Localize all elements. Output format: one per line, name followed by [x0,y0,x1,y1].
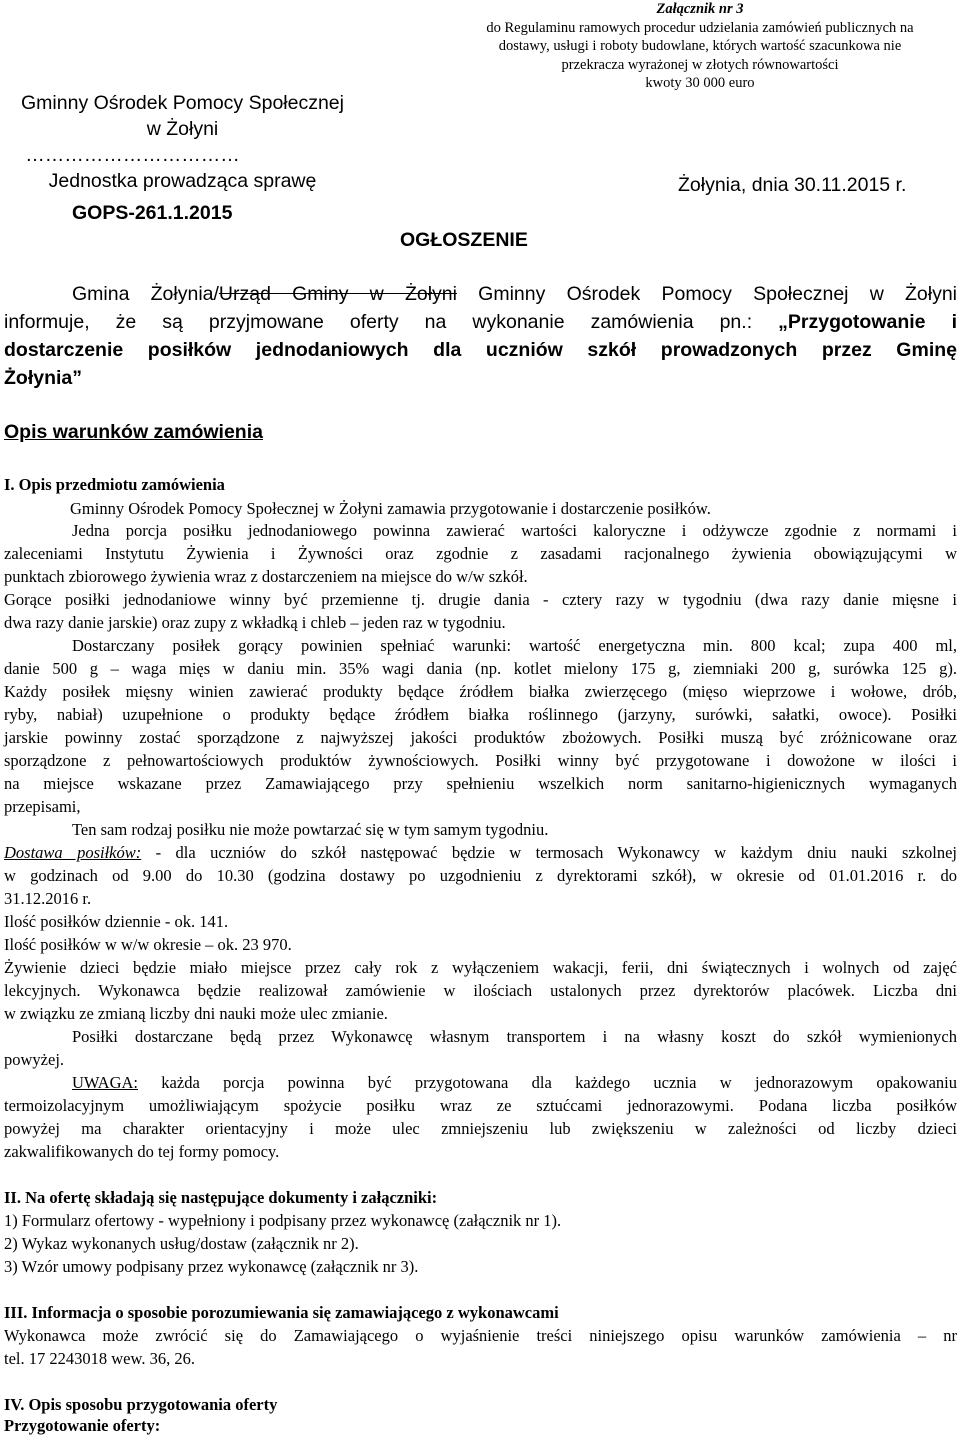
annex-line: przekracza wyrażonej w złotych równowartości [561,56,839,73]
conditions-heading: Opis warunków zamówienia [4,421,263,443]
delivery-line-1 [4,843,957,863]
section-4-subheading: Przygotowanie oferty: [4,1416,161,1435]
note-line: powyżej ma charakter orientacyjny i może ulec zmniejszeniu lub zwiększeniu w zależności od liczby dzieci [4,1119,957,1138]
section-1-line: dwa razy danie jarskie) oraz zupy z wkładką i chleb – jeden raz w tygodniu. [4,613,506,632]
intro-pre: Gmina Żołynia/ [72,283,219,305]
section-1-line: przepisami, [4,797,81,816]
section-2-heading: II. Na ofertę składają się następujące dokumenty i załączniki: [4,1188,438,1207]
org-block [0,90,365,194]
delivery-label: Dostawa posiłków: [4,843,142,862]
section-1-line: Gminny Ośrodek Pomocy Społecznej w Żołyni zamawia przygotowanie i dostarczenie posiłków. [70,499,711,518]
section-1-line: Każdy posiłek mięsny winien zawierać produkty będące źródłem białka zwierzęcego (mięso wieprzowe i wołowe, drób, [4,682,957,701]
section-2-item: 1) Formularz ofertowy - wypełniony i podpisany przez wykonawcę (załącznik nr 1). [4,1211,562,1230]
section-3-line: tel. 17 2243018 wew. 36, 26. [4,1349,195,1368]
org-location: w Żołyni [146,118,219,140]
section-1-line: jarskie powinny zostać sporządzone z najwyższej jakości produktów zbożowych. Posiłki muszą być zróżnicowane oraz [4,728,957,747]
schedule-line: lekcyjnych. Wykonawca będzie realizował zamówienie w ilościach ustalonych przez dyrektorów placówek. Liczba dni [4,981,957,1000]
annex-line: dostawy, usługi i roboty budowlane, których wartość szacunkowa nie [498,38,902,54]
schedule-line: powyżej. [4,1050,65,1069]
section-4-heading: IV. Opis sposobu przygotowania oferty [4,1395,278,1414]
place-date: Żołynia, dnia 30.11.2015 r. [678,174,907,196]
document-title: OGŁOSZENIE [400,229,528,251]
section-1-heading: I. Opis przedmiotu zamówienia [4,475,225,494]
section-1-line: Dostarczany posiłek gorący powinien spełniać warunki: wartość energetyczna min. 800 kcal; zupa 400 ml, [72,636,957,655]
intro-struck: Urząd Gminy w Żołyni [218,283,457,305]
section-1-line: na miejsce wskazane przez Zamawiającego przy spełnieniu wszelkich norm sanitarno-higienicznych wymaganych [4,774,957,793]
section-1-line: punktach zbiorowego żywienia wraz z dostarczeniem na miejsce do w/w szkół. [4,567,528,586]
org-name: Gminny Ośrodek Pomocy Społecznej [21,92,344,114]
period-count: Ilość posiłków w w/w okresie – ok. 23 970. [4,935,292,954]
section-1-line: danie 500 g – waga mięs w daniu min. 35% wagi dania (np. kotlet mielony 175 g, ziemniaki 200 g, surówka 125 g). [4,659,957,678]
subject-end: Żołynia” [4,367,83,389]
schedule-line: Żywienie dzieci będzie miało miejsce przez cały rok z wyłączeniem wakacji, ferii, dni świątecznych i wolnych od zajęć [4,958,957,977]
note-line: zakwalifikowanych do tej formy pomocy. [4,1142,280,1161]
annex-line: kwoty 30 000 euro [645,75,755,91]
section-1-line: sporządzone z pełnowartościowych produktów żywnościowych. Posiłki winny być przygotowane i dowożone w ilości i [4,751,957,770]
delivery-line: w godzinach od 9.00 do 10.30 (godzina dostawy po uzgodnieniu z dyrektorami szkół), w okresie od 01.01.2016 r. do [4,866,957,885]
section-2-item: 3) Wzór umowy podpisany przez wykonawcę (załącznik nr 3). [4,1257,419,1276]
note-line: termoizolacyjnym umożliwiającym spożycie posiłku wraz ze sztućcami jednorazowymi. Podana liczba posiłków [4,1096,957,1115]
section-1-line: ryby, nabiał) uzupełnione o produkty będące źródłem białka roślinnego (jarzyny, surówki, sałatki, owoce). Posiłki [4,705,957,724]
reference-number: GOPS-261.1.2015 [72,202,233,224]
schedule-line: w związku ze zmianą liczby dni nauki może ulec zmianie. [4,1004,388,1023]
section-2-item: 2) Wykaz wykonanych usług/dostaw (załącznik nr 2). [4,1234,359,1253]
note-label: UWAGA: [72,1073,138,1092]
intro-line-2 [4,311,957,334]
intro-line-1 [4,283,957,306]
section-1-line: Jedna porcja posiłku jednodaniowego powinna zawierać wartości kaloryczne i odżywcze zgodnie z normami i [72,521,957,540]
section-1-line: Gorące posiłki jednodaniowe winny być przemienne tj. drugie dania - cztery razy w tygodniu (dwa razy danie mięsne i [4,590,957,609]
section-3-heading: III. Informacja o sposobie porozumiewania się zamawiającego z wykonawcami [4,1303,559,1322]
intro-text: informuje, że są przyjmowane oferty na wykonanie zamówienia pn.: [4,311,753,333]
daily-count: Ilość posiłków dziennie - ok. 141. [4,912,229,931]
section-1-line: Ten sam rodzaj posiłku nie może powtarzać się w tym samym tygodniu. [72,820,549,839]
annex-block [440,0,960,93]
unit-label: Jednostka prowadząca sprawę [48,170,317,192]
annex-title: Załącznik nr 3 [656,1,744,17]
annex-line: do Regulaminu ramowych procedur udzielania zamówień publicznych na [486,19,914,36]
section-1-line: zaleceniami Instytutu Żywienia i Żywności oraz zgodnie z zasadami racjonalnego żywienia obowiązującymi w [4,544,957,563]
delivery-line: 31.12.2016 r. [4,889,92,908]
schedule-line: Posiłki dostarczane będą przez Wykonawcę własnym transportem i na własny koszt do szkół wymienionych [72,1027,957,1046]
intro-post: Gminny Ośrodek Pomocy Społecznej w Żołyni [456,283,957,305]
section-3-line: Wykonawca może zwrócić się do Zamawiającego o wyjaśnienie treści niniejszego opisu warunków zamówienia – nr [4,1326,957,1345]
note-text: każda porcja powinna być przygotowana dla każdego ucznia w jednorazowym opakowaniu [138,1073,957,1092]
note-line-1 [72,1073,957,1093]
delivery-text: - dla uczniów do szkół następować będzie w termosach Wykonawcy w każdym dniu nauki szkolnej [141,843,957,862]
subject-start: „Przygotowanie i [778,311,957,333]
subject-line: dostarczenie posiłków jednodaniowych dla uczniów szkół prowadzonych przez Gminę [4,339,957,361]
signature-dots: …………………………… [25,144,240,166]
